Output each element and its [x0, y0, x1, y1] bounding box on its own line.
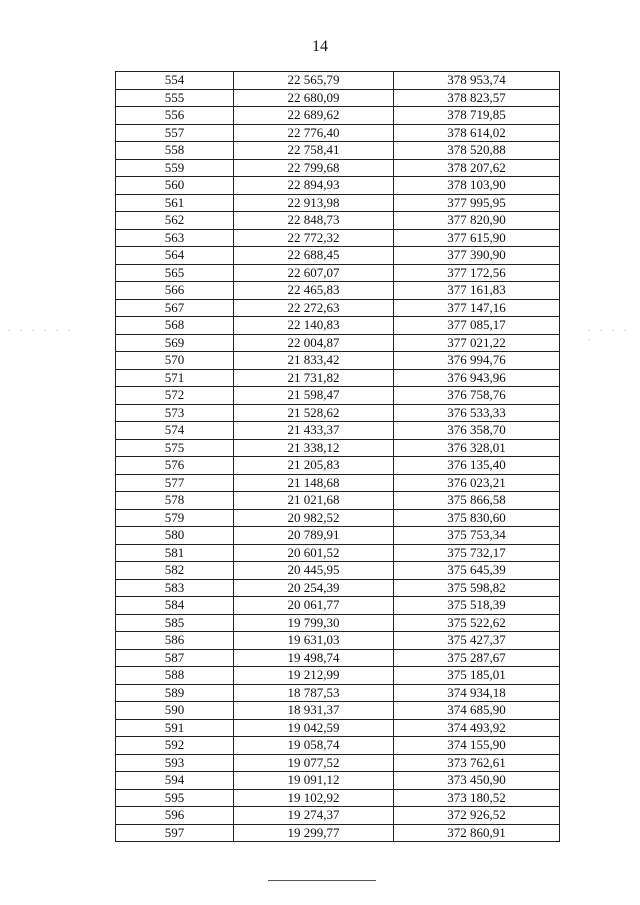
x-coordinate-cell: 22 565,79	[234, 72, 394, 90]
x-coordinate-cell: 19 631,03	[234, 632, 394, 650]
x-coordinate-cell: 18 931,37	[234, 702, 394, 720]
y-coordinate-cell: 375 598,82	[394, 579, 560, 597]
point-number-cell: 574	[116, 422, 234, 440]
y-coordinate-cell: 376 533,33	[394, 404, 560, 422]
table-row	[116, 719, 560, 737]
x-coordinate-cell: 22 758,41	[234, 142, 394, 160]
point-number-cell: 580	[116, 527, 234, 545]
scan-artifact-left: . . . . . .	[8, 324, 74, 333]
table-row	[116, 107, 560, 125]
x-coordinate-cell: 20 601,52	[234, 544, 394, 562]
x-coordinate-cell: 20 982,52	[234, 509, 394, 527]
table-row	[116, 369, 560, 387]
point-number-cell: 570	[116, 352, 234, 370]
y-coordinate-cell: 376 994,76	[394, 352, 560, 370]
table-row	[116, 212, 560, 230]
y-coordinate-cell: 375 866,58	[394, 492, 560, 510]
table-row	[116, 404, 560, 422]
x-coordinate-cell: 21 731,82	[234, 369, 394, 387]
y-coordinate-cell: 376 943,96	[394, 369, 560, 387]
x-coordinate-cell: 21 433,37	[234, 422, 394, 440]
table-row	[116, 807, 560, 825]
table-row	[116, 754, 560, 772]
x-coordinate-cell: 22 680,09	[234, 89, 394, 107]
point-number-cell: 573	[116, 404, 234, 422]
point-number-cell: 571	[116, 369, 234, 387]
y-coordinate-cell: 378 520,88	[394, 142, 560, 160]
x-coordinate-cell: 22 689,62	[234, 107, 394, 125]
x-coordinate-cell: 19 091,12	[234, 772, 394, 790]
y-coordinate-cell: 376 023,21	[394, 474, 560, 492]
point-number-cell: 567	[116, 299, 234, 317]
y-coordinate-cell: 373 762,61	[394, 754, 560, 772]
table-row	[116, 772, 560, 790]
table-row	[116, 72, 560, 90]
y-coordinate-cell: 378 953,74	[394, 72, 560, 90]
x-coordinate-cell: 19 102,92	[234, 789, 394, 807]
x-coordinate-cell: 22 799,68	[234, 159, 394, 177]
y-coordinate-cell: 375 522,62	[394, 614, 560, 632]
y-coordinate-cell: 376 358,70	[394, 422, 560, 440]
y-coordinate-cell: 377 995,95	[394, 194, 560, 212]
table-row	[116, 789, 560, 807]
x-coordinate-cell: 19 799,30	[234, 614, 394, 632]
point-number-cell: 562	[116, 212, 234, 230]
table-row	[116, 142, 560, 160]
table-row	[116, 579, 560, 597]
x-coordinate-cell: 19 274,37	[234, 807, 394, 825]
point-number-cell: 566	[116, 282, 234, 300]
x-coordinate-cell: 22 140,83	[234, 317, 394, 335]
x-coordinate-cell: 21 528,62	[234, 404, 394, 422]
point-number-cell: 582	[116, 562, 234, 580]
x-coordinate-cell: 19 498,74	[234, 649, 394, 667]
point-number-cell: 560	[116, 177, 234, 195]
y-coordinate-cell: 374 685,90	[394, 702, 560, 720]
y-coordinate-cell: 377 085,17	[394, 317, 560, 335]
table-row	[116, 177, 560, 195]
x-coordinate-cell: 21 833,42	[234, 352, 394, 370]
y-coordinate-cell: 375 287,67	[394, 649, 560, 667]
y-coordinate-cell: 376 135,40	[394, 457, 560, 475]
table-row	[116, 824, 560, 842]
table-row	[116, 544, 560, 562]
point-number-cell: 596	[116, 807, 234, 825]
table-row	[116, 317, 560, 335]
point-number-cell: 565	[116, 264, 234, 282]
table-row	[116, 527, 560, 545]
table-row	[116, 597, 560, 615]
point-number-cell: 558	[116, 142, 234, 160]
y-coordinate-cell: 378 207,62	[394, 159, 560, 177]
x-coordinate-cell: 21 338,12	[234, 439, 394, 457]
x-coordinate-cell: 22 894,93	[234, 177, 394, 195]
table-row	[116, 457, 560, 475]
x-coordinate-cell: 18 787,53	[234, 684, 394, 702]
point-number-cell: 575	[116, 439, 234, 457]
y-coordinate-cell: 375 732,17	[394, 544, 560, 562]
x-coordinate-cell: 19 077,52	[234, 754, 394, 772]
point-number-cell: 581	[116, 544, 234, 562]
x-coordinate-cell: 19 299,77	[234, 824, 394, 842]
point-number-cell: 576	[116, 457, 234, 475]
y-coordinate-cell: 377 172,56	[394, 264, 560, 282]
y-coordinate-cell: 373 450,90	[394, 772, 560, 790]
point-number-cell: 559	[116, 159, 234, 177]
table-row	[116, 159, 560, 177]
table-row	[116, 264, 560, 282]
y-coordinate-cell: 377 390,90	[394, 247, 560, 265]
x-coordinate-cell: 22 272,63	[234, 299, 394, 317]
table-row	[116, 702, 560, 720]
y-coordinate-cell: 375 753,34	[394, 527, 560, 545]
point-number-cell: 584	[116, 597, 234, 615]
point-number-cell: 577	[116, 474, 234, 492]
y-coordinate-cell: 375 518,39	[394, 597, 560, 615]
point-number-cell: 578	[116, 492, 234, 510]
point-number-cell: 593	[116, 754, 234, 772]
y-coordinate-cell: 373 180,52	[394, 789, 560, 807]
y-coordinate-cell: 372 860,91	[394, 824, 560, 842]
table-row	[116, 509, 560, 527]
point-number-cell: 554	[116, 72, 234, 90]
x-coordinate-cell: 20 061,77	[234, 597, 394, 615]
table-row	[116, 282, 560, 300]
x-coordinate-cell: 20 445,95	[234, 562, 394, 580]
point-number-cell: 572	[116, 387, 234, 405]
table-row	[116, 684, 560, 702]
point-number-cell: 594	[116, 772, 234, 790]
x-coordinate-cell: 22 688,45	[234, 247, 394, 265]
x-coordinate-cell: 22 848,73	[234, 212, 394, 230]
table-row	[116, 194, 560, 212]
x-coordinate-cell: 22 772,32	[234, 229, 394, 247]
y-coordinate-cell: 374 493,92	[394, 719, 560, 737]
point-number-cell: 583	[116, 579, 234, 597]
table-row	[116, 124, 560, 142]
point-number-cell: 585	[116, 614, 234, 632]
x-coordinate-cell: 21 205,83	[234, 457, 394, 475]
y-coordinate-cell: 375 830,60	[394, 509, 560, 527]
point-number-cell: 579	[116, 509, 234, 527]
table-row	[116, 737, 560, 755]
table-row	[116, 89, 560, 107]
x-coordinate-cell: 21 021,68	[234, 492, 394, 510]
coordinates-table	[115, 71, 560, 842]
y-coordinate-cell: 375 427,37	[394, 632, 560, 650]
coordinates-table-container	[115, 71, 560, 842]
x-coordinate-cell: 19 212,99	[234, 667, 394, 685]
y-coordinate-cell: 375 645,39	[394, 562, 560, 580]
x-coordinate-cell: 22 607,07	[234, 264, 394, 282]
table-row	[116, 247, 560, 265]
table-row	[116, 439, 560, 457]
point-number-cell: 555	[116, 89, 234, 107]
x-coordinate-cell: 22 913,98	[234, 194, 394, 212]
point-number-cell: 561	[116, 194, 234, 212]
scan-artifact-right: . . . . .	[588, 324, 630, 342]
y-coordinate-cell: 374 934,18	[394, 684, 560, 702]
point-number-cell: 595	[116, 789, 234, 807]
page-number: 14	[312, 38, 328, 55]
y-coordinate-cell: 378 719,85	[394, 107, 560, 125]
bottom-divider	[268, 880, 376, 881]
x-coordinate-cell: 22 465,83	[234, 282, 394, 300]
y-coordinate-cell: 378 614,02	[394, 124, 560, 142]
y-coordinate-cell: 377 161,83	[394, 282, 560, 300]
point-number-cell: 592	[116, 737, 234, 755]
point-number-cell: 557	[116, 124, 234, 142]
y-coordinate-cell: 376 328,01	[394, 439, 560, 457]
y-coordinate-cell: 377 820,90	[394, 212, 560, 230]
point-number-cell: 568	[116, 317, 234, 335]
point-number-cell: 591	[116, 719, 234, 737]
table-row	[116, 474, 560, 492]
point-number-cell: 588	[116, 667, 234, 685]
table-row	[116, 352, 560, 370]
point-number-cell: 586	[116, 632, 234, 650]
coordinates-table-body	[116, 72, 560, 842]
point-number-cell: 597	[116, 824, 234, 842]
y-coordinate-cell: 378 103,90	[394, 177, 560, 195]
table-row	[116, 229, 560, 247]
x-coordinate-cell: 20 789,91	[234, 527, 394, 545]
y-coordinate-cell: 377 147,16	[394, 299, 560, 317]
y-coordinate-cell: 372 926,52	[394, 807, 560, 825]
table-row	[116, 492, 560, 510]
y-coordinate-cell: 374 155,90	[394, 737, 560, 755]
y-coordinate-cell: 377 021,22	[394, 334, 560, 352]
x-coordinate-cell: 22 776,40	[234, 124, 394, 142]
table-row	[116, 334, 560, 352]
x-coordinate-cell: 22 004,87	[234, 334, 394, 352]
x-coordinate-cell: 19 042,59	[234, 719, 394, 737]
table-row	[116, 562, 560, 580]
table-row	[116, 299, 560, 317]
table-row	[116, 649, 560, 667]
point-number-cell: 590	[116, 702, 234, 720]
x-coordinate-cell: 19 058,74	[234, 737, 394, 755]
point-number-cell: 564	[116, 247, 234, 265]
point-number-cell: 589	[116, 684, 234, 702]
x-coordinate-cell: 21 598,47	[234, 387, 394, 405]
y-coordinate-cell: 376 758,76	[394, 387, 560, 405]
y-coordinate-cell: 377 615,90	[394, 229, 560, 247]
y-coordinate-cell: 375 185,01	[394, 667, 560, 685]
point-number-cell: 556	[116, 107, 234, 125]
table-row	[116, 614, 560, 632]
x-coordinate-cell: 20 254,39	[234, 579, 394, 597]
table-row	[116, 632, 560, 650]
point-number-cell: 587	[116, 649, 234, 667]
y-coordinate-cell: 378 823,57	[394, 89, 560, 107]
table-row	[116, 387, 560, 405]
x-coordinate-cell: 21 148,68	[234, 474, 394, 492]
table-row	[116, 422, 560, 440]
point-number-cell: 569	[116, 334, 234, 352]
point-number-cell: 563	[116, 229, 234, 247]
table-row	[116, 667, 560, 685]
